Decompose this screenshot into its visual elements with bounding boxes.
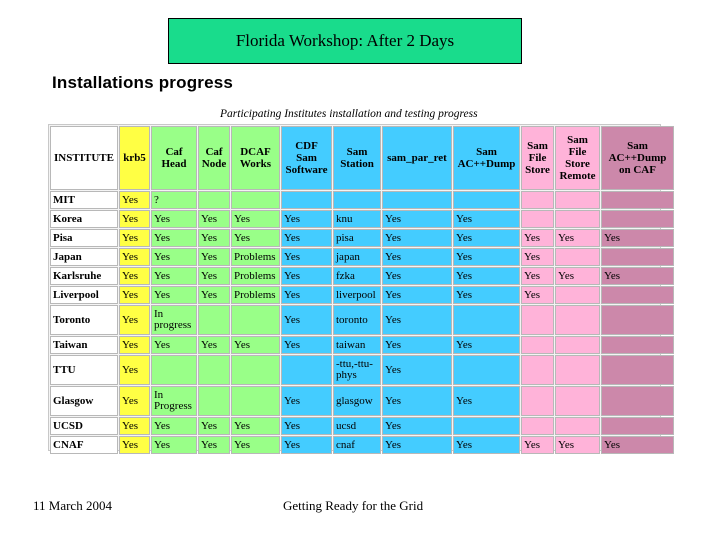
status-cell: Yes: [382, 248, 452, 266]
status-cell: Yes: [281, 248, 332, 266]
status-cell: [521, 355, 554, 385]
institute-cell: TTU: [50, 355, 118, 385]
column-header: DCAF Works: [231, 126, 280, 190]
status-cell: [601, 336, 674, 354]
table-row: [50, 248, 674, 266]
status-cell: ?: [151, 191, 197, 209]
table-row: [50, 210, 674, 228]
status-cell: [601, 248, 674, 266]
status-cell: -ttu,-ttu-phys: [333, 355, 381, 385]
institute-cell: Karlsruhe: [50, 267, 118, 285]
status-cell: Yes: [198, 248, 230, 266]
status-cell: Yes: [453, 248, 520, 266]
table-subtitle: Participating Institutes installation and testing progress: [220, 108, 478, 120]
status-cell: [601, 305, 674, 335]
status-cell: Yes: [198, 210, 230, 228]
status-cell: Yes: [453, 267, 520, 285]
status-cell: Yes: [521, 436, 554, 454]
status-cell: Yes: [231, 210, 280, 228]
status-cell: [231, 386, 280, 416]
status-cell: Yes: [521, 229, 554, 247]
footer-title: Getting Ready for the Grid: [283, 498, 424, 513]
status-cell: Yes: [382, 286, 452, 304]
column-header: INSTITUTE: [50, 126, 118, 190]
status-cell: Yes: [119, 267, 150, 285]
status-cell: [601, 210, 674, 228]
status-cell: Yes: [231, 336, 280, 354]
status-cell: Yes: [382, 210, 452, 228]
status-cell: Yes: [281, 386, 332, 416]
status-cell: Yes: [198, 286, 230, 304]
status-cell: [231, 355, 280, 385]
status-cell: Yes: [382, 267, 452, 285]
status-cell: japan: [333, 248, 381, 266]
status-cell: Yes: [281, 336, 332, 354]
footer-date: 11 March 2004: [33, 498, 112, 513]
status-cell: Yes: [231, 417, 280, 435]
institute-cell: Liverpool: [50, 286, 118, 304]
progress-table-container: [48, 124, 667, 451]
status-cell: ucsd: [333, 417, 381, 435]
status-cell: Yes: [119, 417, 150, 435]
status-cell: In Progress: [151, 386, 197, 416]
institute-cell: Taiwan: [50, 336, 118, 354]
status-cell: Yes: [151, 336, 197, 354]
status-cell: Yes: [382, 386, 452, 416]
status-cell: Yes: [119, 210, 150, 228]
status-cell: cnaf: [333, 436, 381, 454]
table-row: [50, 191, 674, 209]
column-header: Caf Head: [151, 126, 197, 190]
status-cell: Problems: [231, 248, 280, 266]
column-header: sam_par_ret: [382, 126, 452, 190]
status-cell: Yes: [119, 386, 150, 416]
status-cell: Yes: [453, 286, 520, 304]
status-cell: Yes: [198, 229, 230, 247]
status-cell: Yes: [231, 436, 280, 454]
column-header: Sam Station: [333, 126, 381, 190]
status-cell: Yes: [555, 436, 600, 454]
status-cell: Yes: [231, 229, 280, 247]
status-cell: Yes: [281, 436, 332, 454]
institute-cell: Japan: [50, 248, 118, 266]
table-row: [50, 229, 674, 247]
status-cell: knu: [333, 210, 381, 228]
slide-title: Florida Workshop: After 2 Days: [235, 31, 455, 50]
status-cell: [382, 191, 452, 209]
column-header: Sam AC++Dump on CAF: [601, 126, 674, 190]
table-row: [50, 305, 674, 335]
status-cell: Yes: [151, 210, 197, 228]
status-cell: [198, 305, 230, 335]
institute-cell: Korea: [50, 210, 118, 228]
status-cell: Yes: [151, 436, 197, 454]
status-cell: Yes: [281, 267, 332, 285]
column-header: Sam File Store Remote: [555, 126, 600, 190]
status-cell: [555, 286, 600, 304]
status-cell: [281, 355, 332, 385]
status-cell: Yes: [281, 305, 332, 335]
status-cell: Yes: [151, 286, 197, 304]
status-cell: pisa: [333, 229, 381, 247]
status-cell: Yes: [119, 305, 150, 335]
status-cell: [521, 386, 554, 416]
status-cell: [453, 417, 520, 435]
status-cell: Yes: [453, 436, 520, 454]
status-cell: Yes: [521, 248, 554, 266]
table-row: [50, 286, 674, 304]
institute-cell: MIT: [50, 191, 118, 209]
status-cell: Yes: [119, 355, 150, 385]
institute-cell: Glasgow: [50, 386, 118, 416]
status-cell: [555, 210, 600, 228]
status-cell: Yes: [119, 336, 150, 354]
table-row: [50, 386, 674, 416]
status-cell: Yes: [151, 267, 197, 285]
status-cell: fzka: [333, 267, 381, 285]
status-cell: [601, 386, 674, 416]
status-cell: Yes: [601, 229, 674, 247]
status-cell: Yes: [521, 286, 554, 304]
status-cell: [555, 336, 600, 354]
table-body: [50, 191, 674, 454]
status-cell: [555, 417, 600, 435]
status-cell: [555, 386, 600, 416]
status-cell: [521, 191, 554, 209]
institute-cell: Pisa: [50, 229, 118, 247]
status-cell: [453, 355, 520, 385]
status-cell: Yes: [281, 286, 332, 304]
status-cell: [521, 210, 554, 228]
status-cell: toronto: [333, 305, 381, 335]
status-cell: Yes: [453, 336, 520, 354]
status-cell: Yes: [198, 417, 230, 435]
table-row: [50, 336, 674, 354]
status-cell: glasgow: [333, 386, 381, 416]
status-cell: Yes: [453, 229, 520, 247]
status-cell: Yes: [281, 210, 332, 228]
status-cell: Yes: [521, 267, 554, 285]
status-cell: Yes: [382, 305, 452, 335]
status-cell: [555, 355, 600, 385]
progress-table: [49, 125, 675, 455]
status-cell: Yes: [453, 210, 520, 228]
status-cell: In progress: [151, 305, 197, 335]
status-cell: Yes: [119, 229, 150, 247]
status-cell: Yes: [382, 417, 452, 435]
status-cell: Yes: [281, 229, 332, 247]
status-cell: Yes: [601, 436, 674, 454]
status-cell: Yes: [601, 267, 674, 285]
status-cell: [453, 191, 520, 209]
status-cell: Yes: [198, 336, 230, 354]
status-cell: [601, 286, 674, 304]
status-cell: Yes: [382, 436, 452, 454]
table-row: [50, 417, 674, 435]
status-cell: [231, 191, 280, 209]
status-cell: [521, 305, 554, 335]
status-cell: [555, 248, 600, 266]
status-cell: Yes: [453, 386, 520, 416]
column-header: Sam AC++Dump: [453, 126, 520, 190]
status-cell: Yes: [151, 229, 197, 247]
table-row: [50, 436, 674, 454]
status-cell: Yes: [382, 229, 452, 247]
status-cell: [555, 305, 600, 335]
section-heading: Installations progress: [52, 73, 234, 92]
slide-title-box: [168, 18, 522, 64]
status-cell: Yes: [151, 248, 197, 266]
status-cell: [521, 417, 554, 435]
column-header: CDF Sam Software: [281, 126, 332, 190]
status-cell: liverpool: [333, 286, 381, 304]
status-cell: Yes: [555, 229, 600, 247]
status-cell: Yes: [555, 267, 600, 285]
institute-cell: CNAF: [50, 436, 118, 454]
table-row: [50, 355, 674, 385]
status-cell: [453, 305, 520, 335]
status-cell: [601, 417, 674, 435]
column-header: krb5: [119, 126, 150, 190]
status-cell: Yes: [119, 436, 150, 454]
status-cell: [198, 191, 230, 209]
status-cell: [231, 305, 280, 335]
status-cell: [198, 386, 230, 416]
status-cell: [198, 355, 230, 385]
table-row: [50, 267, 674, 285]
status-cell: Yes: [151, 417, 197, 435]
status-cell: Yes: [119, 286, 150, 304]
institute-cell: UCSD: [50, 417, 118, 435]
column-header: Caf Node: [198, 126, 230, 190]
table-header-row: [50, 126, 674, 190]
status-cell: Yes: [119, 248, 150, 266]
status-cell: Problems: [231, 286, 280, 304]
status-cell: Problems: [231, 267, 280, 285]
status-cell: Yes: [382, 355, 452, 385]
status-cell: [281, 191, 332, 209]
status-cell: Yes: [281, 417, 332, 435]
status-cell: [555, 191, 600, 209]
status-cell: Yes: [198, 436, 230, 454]
status-cell: [151, 355, 197, 385]
status-cell: [333, 191, 381, 209]
status-cell: [601, 191, 674, 209]
institute-cell: Toronto: [50, 305, 118, 335]
status-cell: Yes: [382, 336, 452, 354]
status-cell: Yes: [119, 191, 150, 209]
column-header: Sam File Store: [521, 126, 554, 190]
status-cell: taiwan: [333, 336, 381, 354]
status-cell: [521, 336, 554, 354]
status-cell: Yes: [198, 267, 230, 285]
status-cell: [601, 355, 674, 385]
